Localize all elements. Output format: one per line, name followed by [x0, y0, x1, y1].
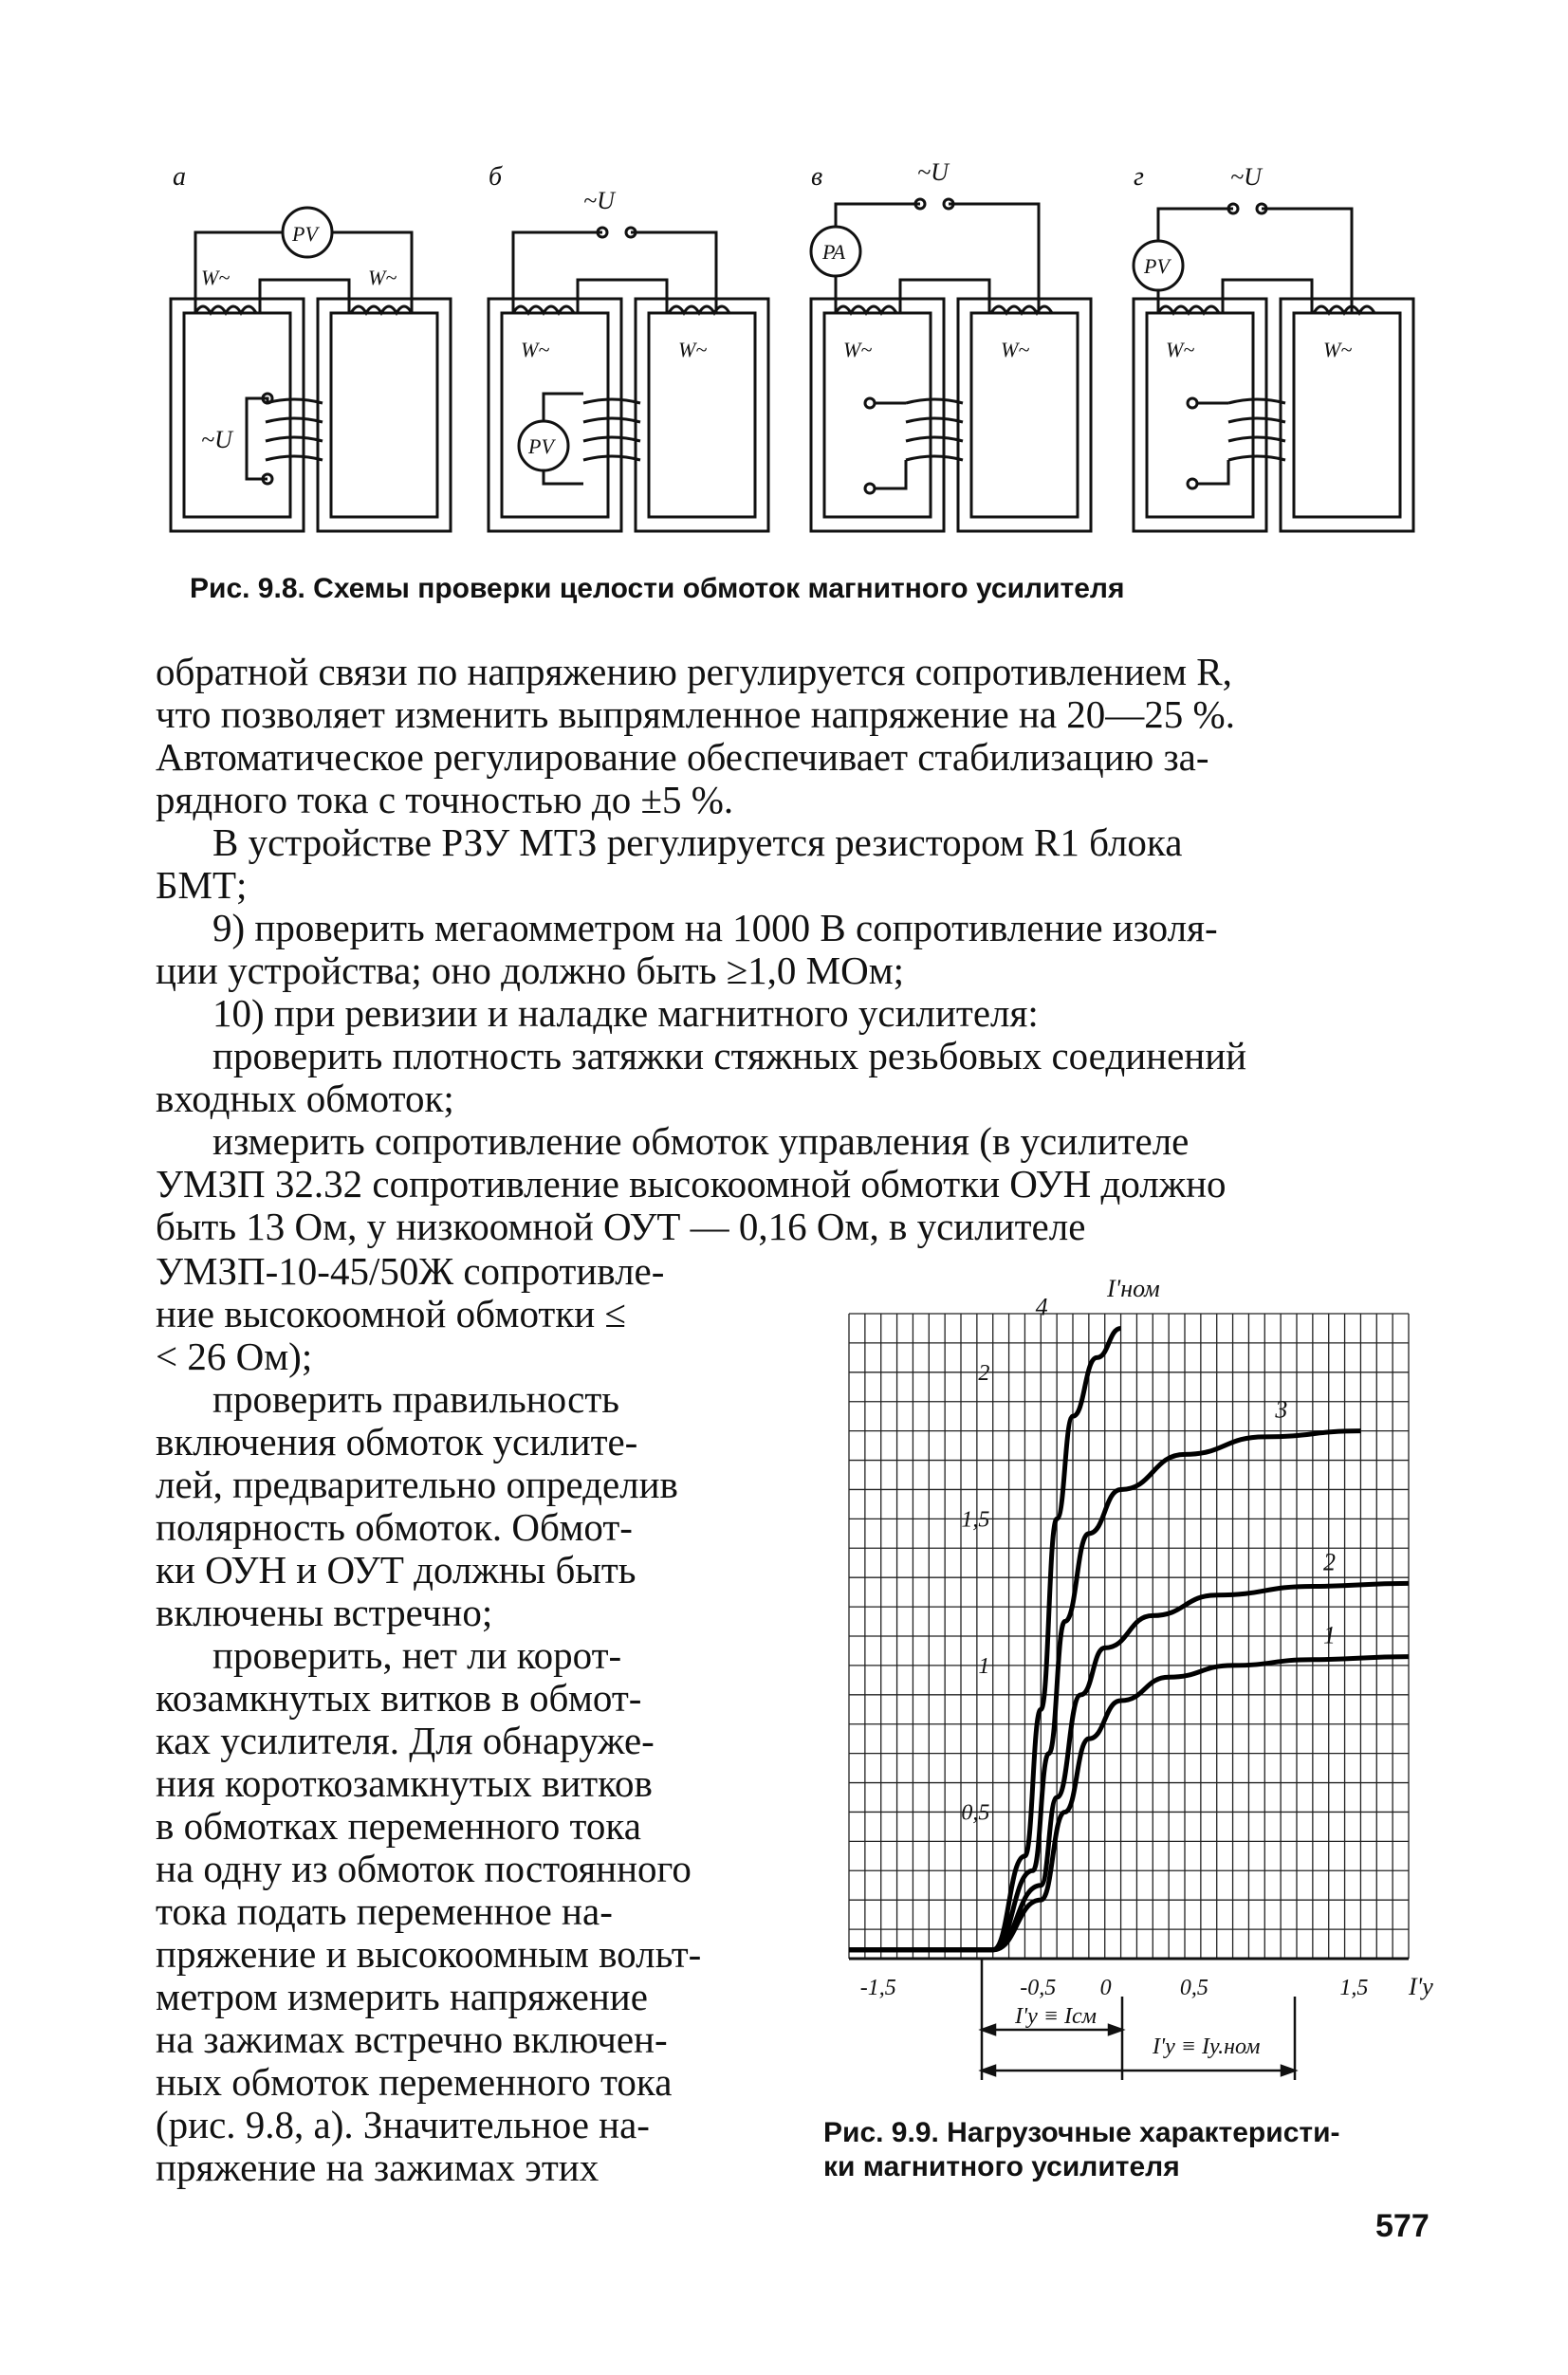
text-line: быть 13 Ом, у низкоомной ОУТ — 0,16 Ом, в усилителе: [156, 1205, 1086, 1248]
voltage-label-a: ~U: [201, 426, 232, 453]
y-tick-label: 2: [978, 1360, 990, 1386]
x-tick-label: -1,5: [859, 1976, 896, 2000]
x-tick-label: 0,5: [1179, 1976, 1208, 2000]
chart-ticks: [860, 1361, 1369, 2000]
text-line: < 26 Ом);: [156, 1335, 313, 1378]
winding-label-a2: W~: [368, 266, 397, 289]
svg-text:PA: PA: [822, 240, 846, 264]
text-line: ние высокоомной обмотки ≤: [156, 1292, 626, 1335]
text-line: включения обмоток усилите-: [156, 1420, 638, 1464]
panel-label-v: в: [811, 162, 823, 192]
text-line: козамкнутых витков в обмот-: [156, 1676, 642, 1720]
text-line: входных обмоток;: [156, 1077, 454, 1120]
text-line: (рис. 9.8, а). Значительное на-: [156, 2103, 650, 2146]
chart-curves: [849, 1293, 1409, 1949]
text-line: пряжение и высокоомным вольт-: [156, 1932, 702, 1976]
series-4-curve: [849, 1328, 1121, 1949]
text-line: ции устройства; оно должно быть ≥1,0 МОм;: [156, 948, 905, 992]
text-line: тока подать переменное на-: [156, 1889, 613, 1933]
text-line: В устройстве РЗУ МТЗ регулируется резистором R1 блока: [212, 820, 1183, 864]
text-line: УМЗП-10-45/50Ж сопротивле-: [156, 1249, 665, 1293]
text-line: проверить, нет ли корот-: [212, 1633, 622, 1677]
series-2-label: 2: [1323, 1548, 1336, 1576]
panel-label-g: г: [1134, 162, 1144, 192]
text-line: обратной связи по напряжению регулируется сопротивлением R,: [156, 650, 1232, 693]
winding-label-v2: W~: [1001, 338, 1030, 361]
x-tick-label: 0: [1099, 1976, 1112, 2000]
text-line: измерить сопротивление обмоток управления (в усилителе: [212, 1119, 1190, 1163]
figure-9-9-chart: [839, 1276, 1447, 2096]
text-line: проверить правильность: [212, 1377, 619, 1421]
text-line: на зажимах встречно включен-: [156, 2017, 668, 2061]
figure-9-9-caption-line1: Рис. 9.9. Нагрузочные характеристи-: [823, 2117, 1340, 2148]
text-line: ния короткозамкнутых витков: [156, 1761, 653, 1805]
series-1-label: 1: [1323, 1621, 1336, 1649]
series-4-label: 4: [1035, 1293, 1048, 1321]
text-line: Автоматическое регулирование обеспечивает стабилизацию за-: [156, 735, 1209, 779]
text-line: 10) при ревизии и наладке магнитного усилителя:: [212, 991, 1039, 1035]
winding-label-b2: W~: [678, 338, 708, 361]
winding-label-a1: W~: [201, 266, 231, 289]
text-line: рядного тока с точностью до ±5 %.: [156, 778, 734, 821]
text-line: проверить плотность затяжки стяжных резьбовых соединений: [212, 1034, 1247, 1077]
text-line: полярность обмоток. Обмот-: [156, 1505, 633, 1549]
x-tick-label: 1,5: [1339, 1976, 1369, 2000]
y-axis-label: I'ном: [1107, 1276, 1160, 1302]
voltage-label-v: ~U: [917, 158, 949, 186]
winding-label-v1: W~: [843, 338, 873, 361]
page-number: 577: [1375, 2208, 1430, 2244]
bracket-label-left: I'у ≡ Iсм: [1015, 2004, 1097, 2029]
voltage-label-b: ~U: [583, 187, 615, 214]
winding-label-g2: W~: [1323, 338, 1353, 361]
voltage-label-g: ~U: [1230, 163, 1262, 191]
text-line: УМЗП 32.32 сопротивление высокоомной обмотки ОУН должно: [156, 1162, 1227, 1206]
figure-9-8-schematics: [161, 142, 1442, 550]
text-line: пряжение на зажимах этих: [156, 2145, 600, 2189]
winding-label-g1: W~: [1166, 338, 1195, 361]
x-axis-label: I'у: [1409, 1973, 1433, 2000]
y-tick-label: 1,5: [961, 1507, 990, 1533]
panel-label-a: а: [173, 162, 186, 192]
figure-9-8-caption: Рис. 9.8. Схемы проверки целости обмоток магнитного усилителя: [190, 573, 1125, 604]
text-line: метром измерить напряжение: [156, 1975, 648, 2018]
schematic-panel-a: [171, 162, 451, 531]
panel-label-b: б: [489, 162, 503, 192]
text-line: ках усилителя. Для обнаруже-: [156, 1719, 655, 1762]
y-tick-label: 1: [978, 1653, 990, 1679]
series-1-curve: [849, 1657, 1409, 1950]
text-line: ных обмоток переменного тока: [156, 2060, 673, 2104]
y-tick-label: 0,5: [961, 1800, 990, 1826]
x-tick-label: -0,5: [1020, 1976, 1057, 2000]
schematic-panel-g: [1134, 162, 1413, 531]
svg-text:PV: PV: [528, 434, 554, 458]
bracket-label-right: I'у ≡ Iу.ном: [1153, 2034, 1261, 2059]
schematic-panel-b: [489, 162, 768, 531]
svg-text:PV: PV: [1144, 254, 1170, 278]
text-line: ки ОУН и ОУТ должны быть: [156, 1548, 636, 1592]
text-line: лей, предварительно определив: [156, 1463, 678, 1506]
text-line: на одну из обмоток постоянного: [156, 1847, 692, 1890]
series-3-label: 3: [1275, 1395, 1288, 1424]
text-line: 9) проверить мегаомметром на 1000 В сопротивление изоля-: [212, 906, 1218, 949]
text-line: в обмотках переменного тока: [156, 1804, 641, 1848]
text-line: что позволяет изменить выпрямленное напряжение на 20—25 %.: [156, 692, 1235, 736]
text-line: БМТ;: [156, 863, 248, 907]
text-line: включены встречно;: [156, 1591, 493, 1634]
winding-label-b1: W~: [521, 338, 550, 361]
svg-text:PV: PV: [292, 222, 318, 246]
figure-9-9-caption-line2: ки магнитного усилителя: [823, 2151, 1180, 2182]
schematic-panel-v: [811, 158, 1091, 531]
